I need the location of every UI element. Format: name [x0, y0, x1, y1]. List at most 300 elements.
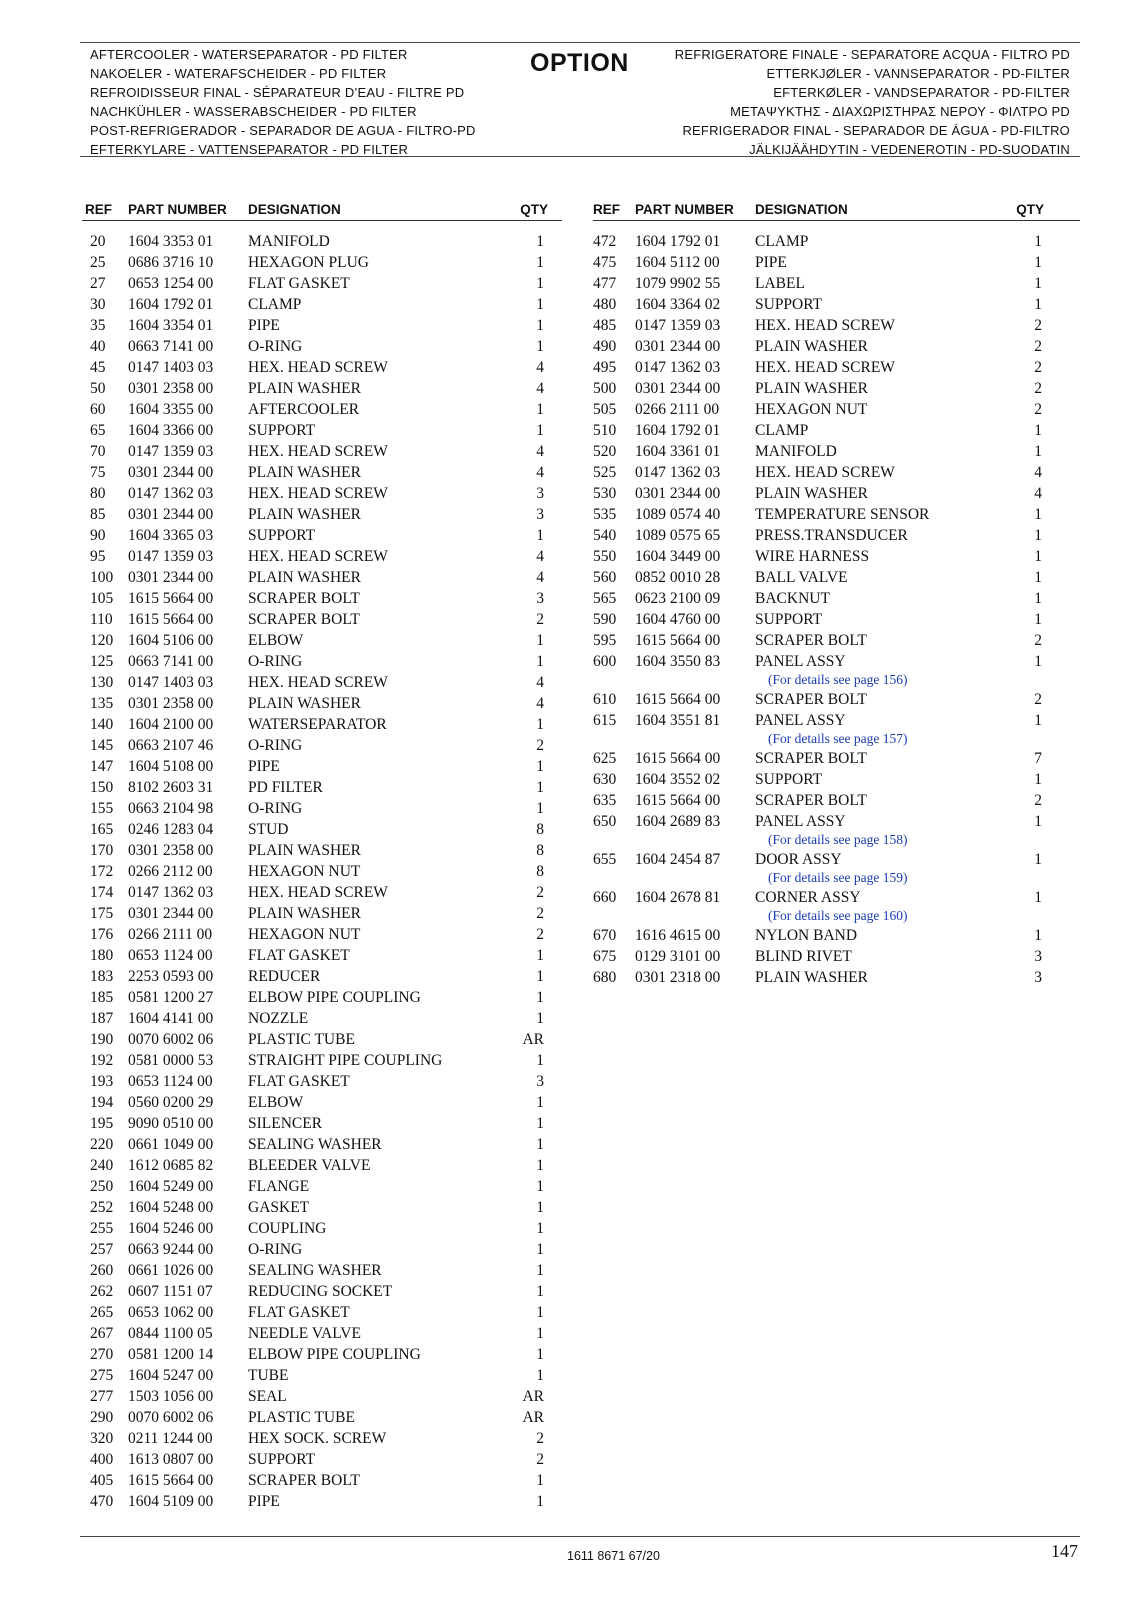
part-number-cell: 0661 1049 00	[128, 1136, 214, 1153]
designation-cell: PLAIN WASHER	[755, 969, 868, 986]
table-row	[82, 1050, 562, 1071]
table-row	[82, 567, 562, 588]
table-row	[82, 1155, 562, 1176]
designation-cell: PLAIN WASHER	[248, 464, 361, 481]
ref-cell: 180	[90, 947, 114, 964]
ref-cell: 50	[90, 380, 106, 397]
part-number-cell: 1616 4615 00	[635, 927, 721, 944]
qty-cell: 1	[536, 1052, 544, 1069]
designation-cell: TUBE	[248, 1367, 289, 1384]
designation-cell: PANEL ASSY	[755, 712, 846, 729]
part-number-cell: 1604 4141 00	[128, 1010, 214, 1027]
part-number-cell: 1503 1056 00	[128, 1388, 214, 1405]
part-number-cell: 0301 2344 00	[128, 506, 214, 523]
qty-cell: 2	[1034, 401, 1042, 418]
part-number-cell: 8102 2603 31	[128, 779, 214, 796]
ref-cell: 130	[90, 674, 114, 691]
qty-cell: AR	[522, 1031, 544, 1048]
part-number-cell: 0301 2344 00	[635, 338, 721, 355]
qty-cell: 4	[1034, 485, 1042, 502]
detail-note-row	[593, 908, 1080, 925]
designation-cell: SUPPORT	[248, 422, 316, 439]
part-number-cell: 0301 2344 00	[635, 485, 721, 502]
part-number-cell: 0129 3101 00	[635, 948, 721, 965]
designation-cell: PRESS.TRANSDUCER	[755, 527, 908, 544]
qty-cell: 1	[536, 1220, 544, 1237]
ref-cell: 120	[90, 632, 114, 649]
designation-cell: CORNER ASSY	[755, 889, 861, 906]
ref-cell: 250	[90, 1178, 114, 1195]
qty-cell: 1	[1034, 254, 1042, 271]
designation-cell: HEX. HEAD SCREW	[248, 485, 388, 502]
ref-cell: 192	[90, 1052, 114, 1069]
table-row	[593, 399, 1080, 420]
part-number-cell: 1612 0685 82	[128, 1157, 214, 1174]
qty-cell: 1	[536, 1010, 544, 1027]
table-row	[593, 748, 1080, 769]
table-body	[82, 221, 562, 1512]
table-row	[82, 546, 562, 567]
header-right-titles	[675, 45, 1070, 159]
table-row	[82, 1113, 562, 1134]
column-header-designation: DESIGNATION	[248, 202, 341, 217]
qty-cell: 1	[1034, 275, 1042, 292]
qty-cell: 2	[536, 1451, 544, 1468]
ref-cell: 187	[90, 1010, 114, 1027]
designation-cell: FLANGE	[248, 1178, 310, 1195]
designation-cell: DOOR ASSY	[755, 851, 842, 868]
designation-cell: SCRAPER BOLT	[248, 590, 360, 607]
table-row	[82, 630, 562, 651]
ref-cell: 147	[90, 758, 114, 775]
designation-cell: WATERSEPARATOR	[248, 716, 387, 733]
part-number-cell: 0266 2112 00	[128, 863, 213, 880]
designation-cell: ELBOW	[248, 1094, 304, 1111]
ref-cell: 550	[593, 548, 617, 565]
table-row	[82, 1344, 562, 1365]
designation-cell: REDUCER	[248, 968, 321, 985]
part-number-cell: 0147 1362 03	[635, 359, 721, 376]
qty-cell: 1	[536, 1367, 544, 1384]
header-left-line: NAKOELER - WATERAFSCHEIDER - PD FILTER	[90, 66, 387, 81]
designation-cell: SCRAPER BOLT	[755, 750, 867, 767]
table-row	[82, 1428, 562, 1449]
part-number-cell: 0560 0200 29	[128, 1094, 214, 1111]
part-number-cell: 0211 1244 00	[128, 1430, 213, 1447]
qty-cell: 1	[536, 1304, 544, 1321]
ref-cell: 470	[90, 1493, 114, 1510]
table-row	[82, 1365, 562, 1386]
designation-cell: O-RING	[248, 1241, 303, 1258]
table-row	[82, 1008, 562, 1029]
ref-cell: 610	[593, 691, 617, 708]
ref-cell: 405	[90, 1472, 114, 1489]
table-row	[82, 777, 562, 798]
qty-cell: 1	[536, 1262, 544, 1279]
part-number-cell: 0147 1359 03	[128, 443, 214, 460]
ref-cell: 485	[593, 317, 617, 334]
table-row	[593, 946, 1080, 967]
part-number-cell: 0301 2358 00	[128, 842, 214, 859]
part-number-cell: 0301 2358 00	[128, 380, 214, 397]
column-header-ref: REF	[85, 202, 112, 217]
qty-cell: 8	[536, 863, 544, 880]
part-number-cell: 0663 7141 00	[128, 653, 214, 670]
part-number-cell: 1604 5109 00	[128, 1493, 214, 1510]
part-number-cell: 1089 0575 65	[635, 527, 721, 544]
qty-cell: 4	[536, 464, 544, 481]
ref-cell: 70	[90, 443, 106, 460]
qty-cell: 1	[536, 296, 544, 313]
part-number-cell: 1604 5249 00	[128, 1178, 214, 1195]
part-number-cell: 0147 1359 03	[635, 317, 721, 334]
qty-cell: 1	[536, 1178, 544, 1195]
column-header-ref: REF	[593, 202, 620, 217]
ref-cell: 252	[90, 1199, 114, 1216]
part-number-cell: 0653 1254 00	[128, 275, 214, 292]
part-number-cell: 1604 1792 01	[128, 296, 214, 313]
ref-cell: 670	[593, 927, 617, 944]
table-row	[593, 811, 1080, 832]
ref-cell: 477	[593, 275, 617, 292]
qty-cell: 1	[1034, 889, 1042, 906]
table-row	[82, 273, 562, 294]
qty-cell: 1	[1034, 569, 1042, 586]
table-row	[82, 840, 562, 861]
table-row	[82, 1239, 562, 1260]
qty-cell: 8	[536, 842, 544, 859]
designation-cell: O-RING	[248, 653, 303, 670]
part-number-cell: 1604 3449 00	[635, 548, 721, 565]
qty-cell: 1	[536, 716, 544, 733]
ref-cell: 480	[593, 296, 617, 313]
ref-cell: 560	[593, 569, 617, 586]
column-header-qty: QTY	[1016, 202, 1044, 217]
designation-cell: COUPLING	[248, 1220, 327, 1237]
ref-cell: 472	[593, 233, 617, 250]
table-row	[82, 420, 562, 441]
table-row	[82, 987, 562, 1008]
header-right-line: ΜΕΤΑΨΥΚΤΗΣ - ΔΙΑΧΩΡΙΣΤΗΡΑΣ ΝΕΡΟΥ - ΦΙΛΤΡΟ PD	[730, 104, 1070, 119]
ref-cell: 193	[90, 1073, 114, 1090]
part-number-cell: 0301 2358 00	[128, 695, 214, 712]
table-row	[82, 1197, 562, 1218]
table-row	[593, 689, 1080, 710]
part-number-cell: 0147 1362 03	[128, 485, 214, 502]
designation-cell: SEAL	[248, 1388, 287, 1405]
qty-cell: 2	[1034, 359, 1042, 376]
designation-cell: FLAT GASKET	[248, 1073, 350, 1090]
table-row	[593, 710, 1080, 731]
ref-cell: 500	[593, 380, 617, 397]
designation-cell: HEX. HEAD SCREW	[248, 548, 388, 565]
part-number-cell: 0623 2100 09	[635, 590, 721, 607]
table-row	[82, 462, 562, 483]
designation-cell: HEX. HEAD SCREW	[248, 884, 388, 901]
column-header-part-number: PART NUMBER	[128, 202, 227, 217]
header-left-line: POST-REFRIGERADOR - SEPARADOR DE AGUA - FILTRO-PD	[90, 123, 476, 138]
qty-cell: 2	[1034, 792, 1042, 809]
table-row	[593, 887, 1080, 908]
header-right-line: ETTERKJØLER - VANNSEPARATOR - PD-FILTER	[766, 66, 1070, 81]
ref-cell: 495	[593, 359, 617, 376]
designation-cell: BALL VALVE	[755, 569, 848, 586]
qty-cell: 1	[536, 527, 544, 544]
qty-cell: 1	[536, 947, 544, 964]
table-row	[82, 714, 562, 735]
designation-cell: PLAIN WASHER	[248, 380, 361, 397]
designation-cell: PLAIN WASHER	[755, 485, 868, 502]
ref-cell: 660	[593, 889, 617, 906]
table-row	[82, 735, 562, 756]
part-number-cell: 0653 1124 00	[128, 1073, 213, 1090]
ref-cell: 590	[593, 611, 617, 628]
part-number-cell: 1604 3364 02	[635, 296, 721, 313]
page-reference-note: (For details see page 159)	[768, 870, 908, 885]
header-right-line: JÄLKIJÄÄHDYTIN - VEDENEROTIN - PD-SUODATIN	[749, 142, 1070, 157]
table-row	[593, 609, 1080, 630]
designation-cell: ELBOW	[248, 632, 304, 649]
part-number-cell: 1615 5664 00	[635, 632, 721, 649]
table-row	[82, 231, 562, 252]
table-row	[82, 651, 562, 672]
part-number-cell: 0663 9244 00	[128, 1241, 214, 1258]
qty-cell: 4	[536, 359, 544, 376]
part-number-cell: 1615 5664 00	[635, 750, 721, 767]
part-number-cell: 1604 3550 83	[635, 653, 721, 670]
ref-cell: 90	[90, 527, 106, 544]
designation-cell: PLASTIC TUBE	[248, 1409, 355, 1426]
table-row	[593, 769, 1080, 790]
part-number-cell: 0301 2344 00	[128, 569, 214, 586]
ref-cell: 27	[90, 275, 106, 292]
ref-cell: 675	[593, 948, 617, 965]
table-row	[82, 1386, 562, 1407]
qty-cell: 1	[536, 1283, 544, 1300]
part-number-cell: 0686 3716 10	[128, 254, 214, 271]
header-right-line: REFRIGERATORE FINALE - SEPARATORE ACQUA - FILTRO PD	[674, 47, 1070, 62]
designation-cell: HEXAGON NUT	[248, 926, 361, 943]
table-row	[593, 504, 1080, 525]
part-number-cell: 0581 1200 14	[128, 1346, 214, 1363]
designation-cell: MANIFOLD	[755, 443, 837, 460]
document-header	[80, 42, 1080, 157]
ref-cell: 630	[593, 771, 617, 788]
designation-cell: SCRAPER BOLT	[755, 792, 867, 809]
part-number-cell: 0852 0010 28	[635, 569, 721, 586]
qty-cell: 1	[1034, 548, 1042, 565]
table-row	[82, 252, 562, 273]
qty-cell: 1	[1034, 527, 1042, 544]
designation-cell: PIPE	[755, 254, 787, 271]
designation-cell: HEX. HEAD SCREW	[248, 443, 388, 460]
ref-cell: 490	[593, 338, 617, 355]
table-row	[82, 1407, 562, 1428]
qty-cell: 1	[536, 1115, 544, 1132]
part-number-cell: 1613 0807 00	[128, 1451, 214, 1468]
part-number-cell: 0266 2111 00	[128, 926, 213, 943]
designation-cell: PD FILTER	[248, 779, 323, 796]
designation-cell: SCRAPER BOLT	[755, 691, 867, 708]
part-number-cell: 0301 2344 00	[635, 380, 721, 397]
part-number-cell: 1604 3355 00	[128, 401, 214, 418]
table-row	[593, 378, 1080, 399]
ref-cell: 85	[90, 506, 106, 523]
qty-cell: 1	[536, 233, 544, 250]
qty-cell: 3	[536, 1073, 544, 1090]
designation-cell: TEMPERATURE SENSOR	[755, 506, 930, 523]
qty-cell: 2	[536, 611, 544, 628]
designation-cell: PLAIN WASHER	[755, 380, 868, 397]
part-number-cell: 0663 7141 00	[128, 338, 214, 355]
qty-cell: 2	[1034, 317, 1042, 334]
designation-cell: BLIND RIVET	[755, 948, 852, 965]
qty-cell: 1	[536, 275, 544, 292]
table-row	[82, 1260, 562, 1281]
designation-cell: HEX SOCK. SCREW	[248, 1430, 387, 1447]
qty-cell: 1	[536, 968, 544, 985]
part-number-cell: 1604 3353 01	[128, 233, 214, 250]
part-number-cell: 1604 5247 00	[128, 1367, 214, 1384]
ref-cell: 530	[593, 485, 617, 502]
designation-cell: O-RING	[248, 338, 303, 355]
part-number-cell: 9090 0510 00	[128, 1115, 214, 1132]
qty-cell: 1	[536, 401, 544, 418]
table-row	[593, 651, 1080, 672]
part-number-cell: 1615 5664 00	[635, 792, 721, 809]
part-number-cell: 0581 0000 53	[128, 1052, 214, 1069]
table-body	[593, 221, 1080, 988]
table-row	[82, 315, 562, 336]
parts-table-right	[593, 202, 1080, 988]
part-number-cell: 0661 1026 00	[128, 1262, 214, 1279]
qty-cell: 2	[536, 926, 544, 943]
qty-cell: 2	[1034, 691, 1042, 708]
table-row	[593, 630, 1080, 651]
qty-cell: 2	[536, 1430, 544, 1447]
part-number-cell: 1604 2100 00	[128, 716, 214, 733]
ref-cell: 194	[90, 1094, 114, 1111]
ref-cell: 140	[90, 716, 114, 733]
table-row	[82, 1134, 562, 1155]
ref-cell: 172	[90, 863, 114, 880]
part-number-cell: 0147 1362 03	[128, 884, 214, 901]
footer-rule	[80, 1536, 1080, 1537]
qty-cell: 3	[1034, 969, 1042, 986]
page-number: 147	[1051, 1541, 1078, 1561]
part-number-cell: 1604 5108 00	[128, 758, 214, 775]
detail-note-row	[593, 672, 1080, 689]
ref-cell: 95	[90, 548, 106, 565]
parts-table-left	[82, 202, 562, 1512]
designation-cell: CLAMP	[755, 422, 809, 439]
part-number-cell: 0607 1151 07	[128, 1283, 213, 1300]
designation-cell: SILENCER	[248, 1115, 323, 1132]
designation-cell: MANIFOLD	[248, 233, 330, 250]
qty-cell: AR	[522, 1388, 544, 1405]
qty-cell: 1	[1034, 813, 1042, 830]
designation-cell: O-RING	[248, 737, 303, 754]
page-reference-note: (For details see page 160)	[768, 908, 908, 923]
table-row	[82, 378, 562, 399]
table-row	[82, 1323, 562, 1344]
ref-cell: 190	[90, 1031, 114, 1048]
column-header-designation: DESIGNATION	[755, 202, 848, 217]
designation-cell: PLASTIC TUBE	[248, 1031, 355, 1048]
designation-cell: HEX. HEAD SCREW	[248, 674, 388, 691]
designation-cell: HEX. HEAD SCREW	[248, 359, 388, 376]
part-number-cell: 0581 1200 27	[128, 989, 214, 1006]
part-number-cell: 1604 1792 01	[635, 422, 721, 439]
qty-cell: 1	[536, 1241, 544, 1258]
part-number-cell: 1615 5664 00	[128, 611, 214, 628]
table-header	[593, 202, 1080, 221]
part-number-cell: 0301 2318 00	[635, 969, 721, 986]
designation-cell: GASKET	[248, 1199, 310, 1216]
designation-cell: REDUCING SOCKET	[248, 1283, 393, 1300]
table-row	[593, 967, 1080, 988]
designation-cell: STUD	[248, 821, 289, 838]
ref-cell: 600	[593, 653, 617, 670]
qty-cell: 3	[536, 506, 544, 523]
table-row	[593, 420, 1080, 441]
ref-cell: 195	[90, 1115, 114, 1132]
table-row	[82, 1470, 562, 1491]
designation-cell: PANEL ASSY	[755, 653, 846, 670]
designation-cell: LABEL	[755, 275, 805, 292]
table-row	[82, 504, 562, 525]
qty-cell: 2	[1034, 632, 1042, 649]
part-number-cell: 0070 6002 06	[128, 1409, 214, 1426]
designation-cell: SEALING WASHER	[248, 1262, 382, 1279]
designation-cell: ELBOW PIPE COUPLING	[248, 989, 421, 1006]
part-number-cell: 1604 5106 00	[128, 632, 214, 649]
ref-cell: 30	[90, 296, 106, 313]
part-number-cell: 1079 9902 55	[635, 275, 721, 292]
qty-cell: 3	[536, 590, 544, 607]
page-reference-note: (For details see page 156)	[768, 672, 908, 687]
table-row	[593, 483, 1080, 504]
qty-cell: 1	[1034, 851, 1042, 868]
page-title: OPTION	[530, 49, 629, 77]
qty-cell: 4	[536, 548, 544, 565]
ref-cell: 290	[90, 1409, 114, 1426]
table-row	[82, 945, 562, 966]
table-row	[82, 1218, 562, 1239]
part-number-cell: 0147 1359 03	[128, 548, 214, 565]
qty-cell: 8	[536, 821, 544, 838]
qty-cell: 1	[1034, 233, 1042, 250]
designation-cell: STRAIGHT PIPE COUPLING	[248, 1052, 443, 1069]
ref-cell: 595	[593, 632, 617, 649]
designation-cell: SCRAPER BOLT	[248, 611, 360, 628]
ref-cell: 615	[593, 712, 617, 729]
header-right-line: EFTERKØLER - VANDSEPARATOR - PD-FILTER	[773, 85, 1070, 100]
ref-cell: 255	[90, 1220, 114, 1237]
ref-cell: 565	[593, 590, 617, 607]
part-number-cell: 0246 1283 04	[128, 821, 214, 838]
table-row	[593, 441, 1080, 462]
designation-cell: SUPPORT	[248, 527, 316, 544]
ref-cell: 655	[593, 851, 617, 868]
designation-cell: SUPPORT	[755, 296, 823, 313]
qty-cell: 1	[1034, 653, 1042, 670]
ref-cell: 60	[90, 401, 106, 418]
part-number-cell: 0653 1062 00	[128, 1304, 214, 1321]
header-left-line: EFTERKYLARE - VATTENSEPARATOR - PD FILTER	[90, 142, 409, 157]
designation-cell: CLAMP	[248, 296, 302, 313]
ref-cell: 625	[593, 750, 617, 767]
